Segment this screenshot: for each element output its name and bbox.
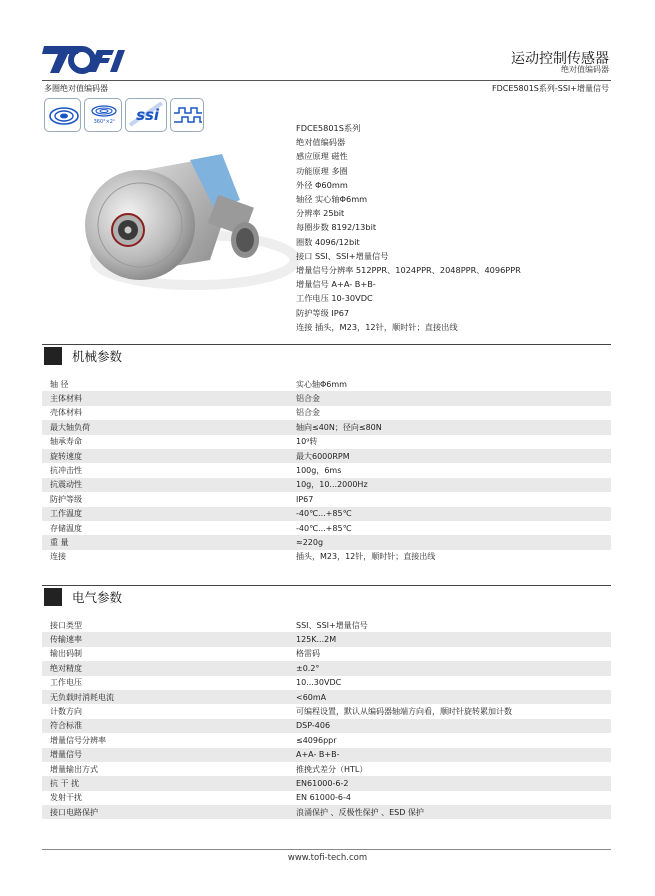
- param-value: 最大6000RPM: [296, 451, 350, 461]
- table-row: [42, 791, 611, 805]
- mechanical-header: [44, 347, 122, 365]
- param-value: -40℃...+85℃: [296, 509, 352, 519]
- incremental-signal-icon: [170, 98, 204, 132]
- param-value: 125K...2M: [296, 635, 337, 645]
- param-name: 抗 干 扰: [50, 778, 80, 788]
- electrical-table: [42, 618, 611, 819]
- summary-line: 圈数 4096/12bit: [296, 236, 360, 247]
- summary-line: 增量信号 A+A- B+B-: [296, 279, 376, 290]
- table-row: [42, 632, 611, 646]
- param-value: 铝合金: [296, 408, 320, 418]
- page-title: 运动控制传感器: [511, 51, 609, 67]
- table-row: [42, 690, 611, 704]
- summary-line: FDCE5801S系列: [296, 123, 361, 133]
- table-row: [42, 420, 611, 434]
- param-name: 增量信号: [50, 750, 82, 760]
- param-value: 铝合金: [296, 394, 320, 404]
- feature-icons: [44, 98, 204, 132]
- table-row: [42, 507, 611, 521]
- param-value: 10⁹转: [296, 437, 318, 447]
- footer-url: www.tofi-tech.com: [287, 853, 368, 863]
- ssi-icon: [125, 98, 168, 132]
- multiturn-label: 360°×2ⁿ: [93, 119, 115, 125]
- summary-line: 分辨率 25bit: [296, 208, 345, 219]
- param-name: 输出码制: [50, 649, 82, 659]
- param-value: SSI、SSI+增量信号: [296, 620, 368, 630]
- table-row: [42, 748, 611, 762]
- param-name: 增量信号分辨率: [50, 735, 106, 745]
- param-name: 增量输出方式: [50, 764, 98, 774]
- param-value: IP67: [296, 494, 314, 504]
- param-name: 接口电路保护: [50, 807, 98, 817]
- param-name: 工作电压: [50, 678, 82, 688]
- summary-line: 轴径 实心轴Φ6mm: [296, 194, 368, 205]
- summary-line: 防护等级 IP67: [296, 307, 350, 318]
- param-value: A+A- B+B-: [296, 750, 340, 760]
- param-name: 发射干扰: [50, 793, 82, 803]
- table-row: [42, 618, 611, 632]
- table-row: [42, 805, 611, 819]
- param-name: 工作温度: [50, 509, 82, 519]
- multiturn-icon: [84, 98, 121, 132]
- table-row: [42, 733, 611, 747]
- summary-line: 外径 Φ60mm: [296, 179, 348, 190]
- param-name: 壳体材料: [50, 408, 82, 418]
- encoder-product-image: [50, 140, 300, 290]
- table-row: [42, 449, 611, 463]
- param-value: ≤4096ppr: [296, 735, 337, 745]
- electrical-title: 电气参数: [72, 590, 123, 605]
- table-row: [42, 719, 611, 733]
- param-name: 绝对精度: [50, 663, 82, 673]
- param-name: 计数方向: [50, 707, 82, 717]
- header-divider: [42, 80, 611, 81]
- table-row: [42, 463, 611, 477]
- param-value: 插头，M23，12针，顺时针；直接出线: [296, 552, 436, 562]
- ssi-label: ssi: [136, 106, 160, 124]
- table-row: [42, 762, 611, 776]
- product-category: 多圈绝对值编码器: [44, 84, 108, 93]
- summary-line: 感应原理 磁性: [296, 151, 348, 162]
- summary-line: 接口 SSI、SSI+增量信号: [296, 250, 389, 261]
- param-value: 格雷码: [296, 649, 320, 659]
- param-value: 10g，10...2000Hz: [296, 480, 368, 490]
- summary-line: 增量信号分辨率 512PPR、1024PPR、2048PPR、4096PPR: [296, 265, 521, 276]
- magnetic-icon: [44, 98, 81, 132]
- param-name: 主体材料: [50, 394, 82, 404]
- param-name: 无负载时消耗电流: [50, 692, 114, 702]
- param-value: ≈220g: [296, 537, 324, 547]
- param-name: 抗震动性: [50, 480, 82, 490]
- param-value: 100g，6ms: [296, 466, 342, 476]
- electrical-header: [44, 588, 122, 606]
- param-value: EN 61000-6-4: [296, 793, 351, 803]
- param-value: 可编程设置，默认从编码器轴端方向看，顺时针旋转累加计数: [296, 707, 512, 717]
- table-row: [42, 391, 611, 405]
- series-label: FDCE5801S系列-SSI+增量信号: [492, 84, 609, 93]
- summary-line: 工作电压 10-30VDC: [296, 293, 373, 304]
- table-row: [42, 550, 611, 564]
- table-row: [42, 521, 611, 535]
- mechanical-table: [42, 377, 611, 564]
- section-marker: [44, 588, 62, 606]
- table-row: [42, 661, 611, 675]
- table-row: [42, 377, 611, 391]
- table-row: [42, 676, 611, 690]
- summary-line: 功能原理 多圈: [296, 165, 348, 176]
- param-value: ±0.2°: [296, 663, 320, 673]
- param-name: 传输速率: [50, 635, 82, 645]
- table-row: [42, 435, 611, 449]
- summary-line: 连接 插头，M23，12针，顺时针；直接出线: [296, 321, 458, 332]
- table-row: [42, 535, 611, 549]
- section-marker: [44, 347, 62, 365]
- param-value: 10...30VDC: [296, 678, 342, 688]
- table-row: [42, 776, 611, 790]
- param-name: 防护等级: [50, 494, 82, 504]
- table-row: [42, 406, 611, 420]
- summary-line: 绝对值编码器: [296, 137, 346, 148]
- param-name: 抗冲击性: [50, 466, 82, 476]
- table-row: [42, 647, 611, 661]
- page-subtitle: 绝对值编码器: [561, 65, 609, 74]
- param-name: 重 量: [50, 537, 69, 547]
- param-value: DSP-406: [296, 721, 331, 731]
- param-value: -40℃...+85℃: [296, 523, 352, 533]
- param-value: 推挽式差分（HTL）: [296, 764, 368, 774]
- summary-line: 每圈步数 8192/13bit: [296, 222, 377, 233]
- electrical-divider: [42, 585, 611, 586]
- table-row: [42, 704, 611, 718]
- param-value: 浪涌保护 、反极性保护 、ESD 保护: [296, 807, 424, 817]
- spec-summary: [296, 121, 521, 334]
- mechanical-divider: [42, 344, 611, 345]
- param-name: 轴 径: [50, 379, 69, 389]
- param-name: 最大轴负荷: [50, 422, 90, 432]
- brand-logo: [42, 40, 132, 76]
- param-name: 轴承寿命: [50, 437, 82, 447]
- param-name: 旋转速度: [50, 451, 82, 461]
- footer-divider: [42, 849, 611, 850]
- table-row: [42, 492, 611, 506]
- param-value: EN61000-6-2: [296, 778, 349, 788]
- param-value: 实心轴Φ6mm: [296, 379, 347, 389]
- param-value: 轴向≤40N；径向≤80N: [296, 422, 382, 432]
- param-name: 符合标准: [50, 721, 82, 731]
- mechanical-title: 机械参数: [72, 349, 123, 364]
- param-name: 存储温度: [50, 523, 82, 533]
- param-name: 连接: [50, 552, 66, 562]
- param-value: <60mA: [296, 692, 327, 702]
- table-row: [42, 478, 611, 492]
- param-name: 接口类型: [50, 620, 82, 630]
